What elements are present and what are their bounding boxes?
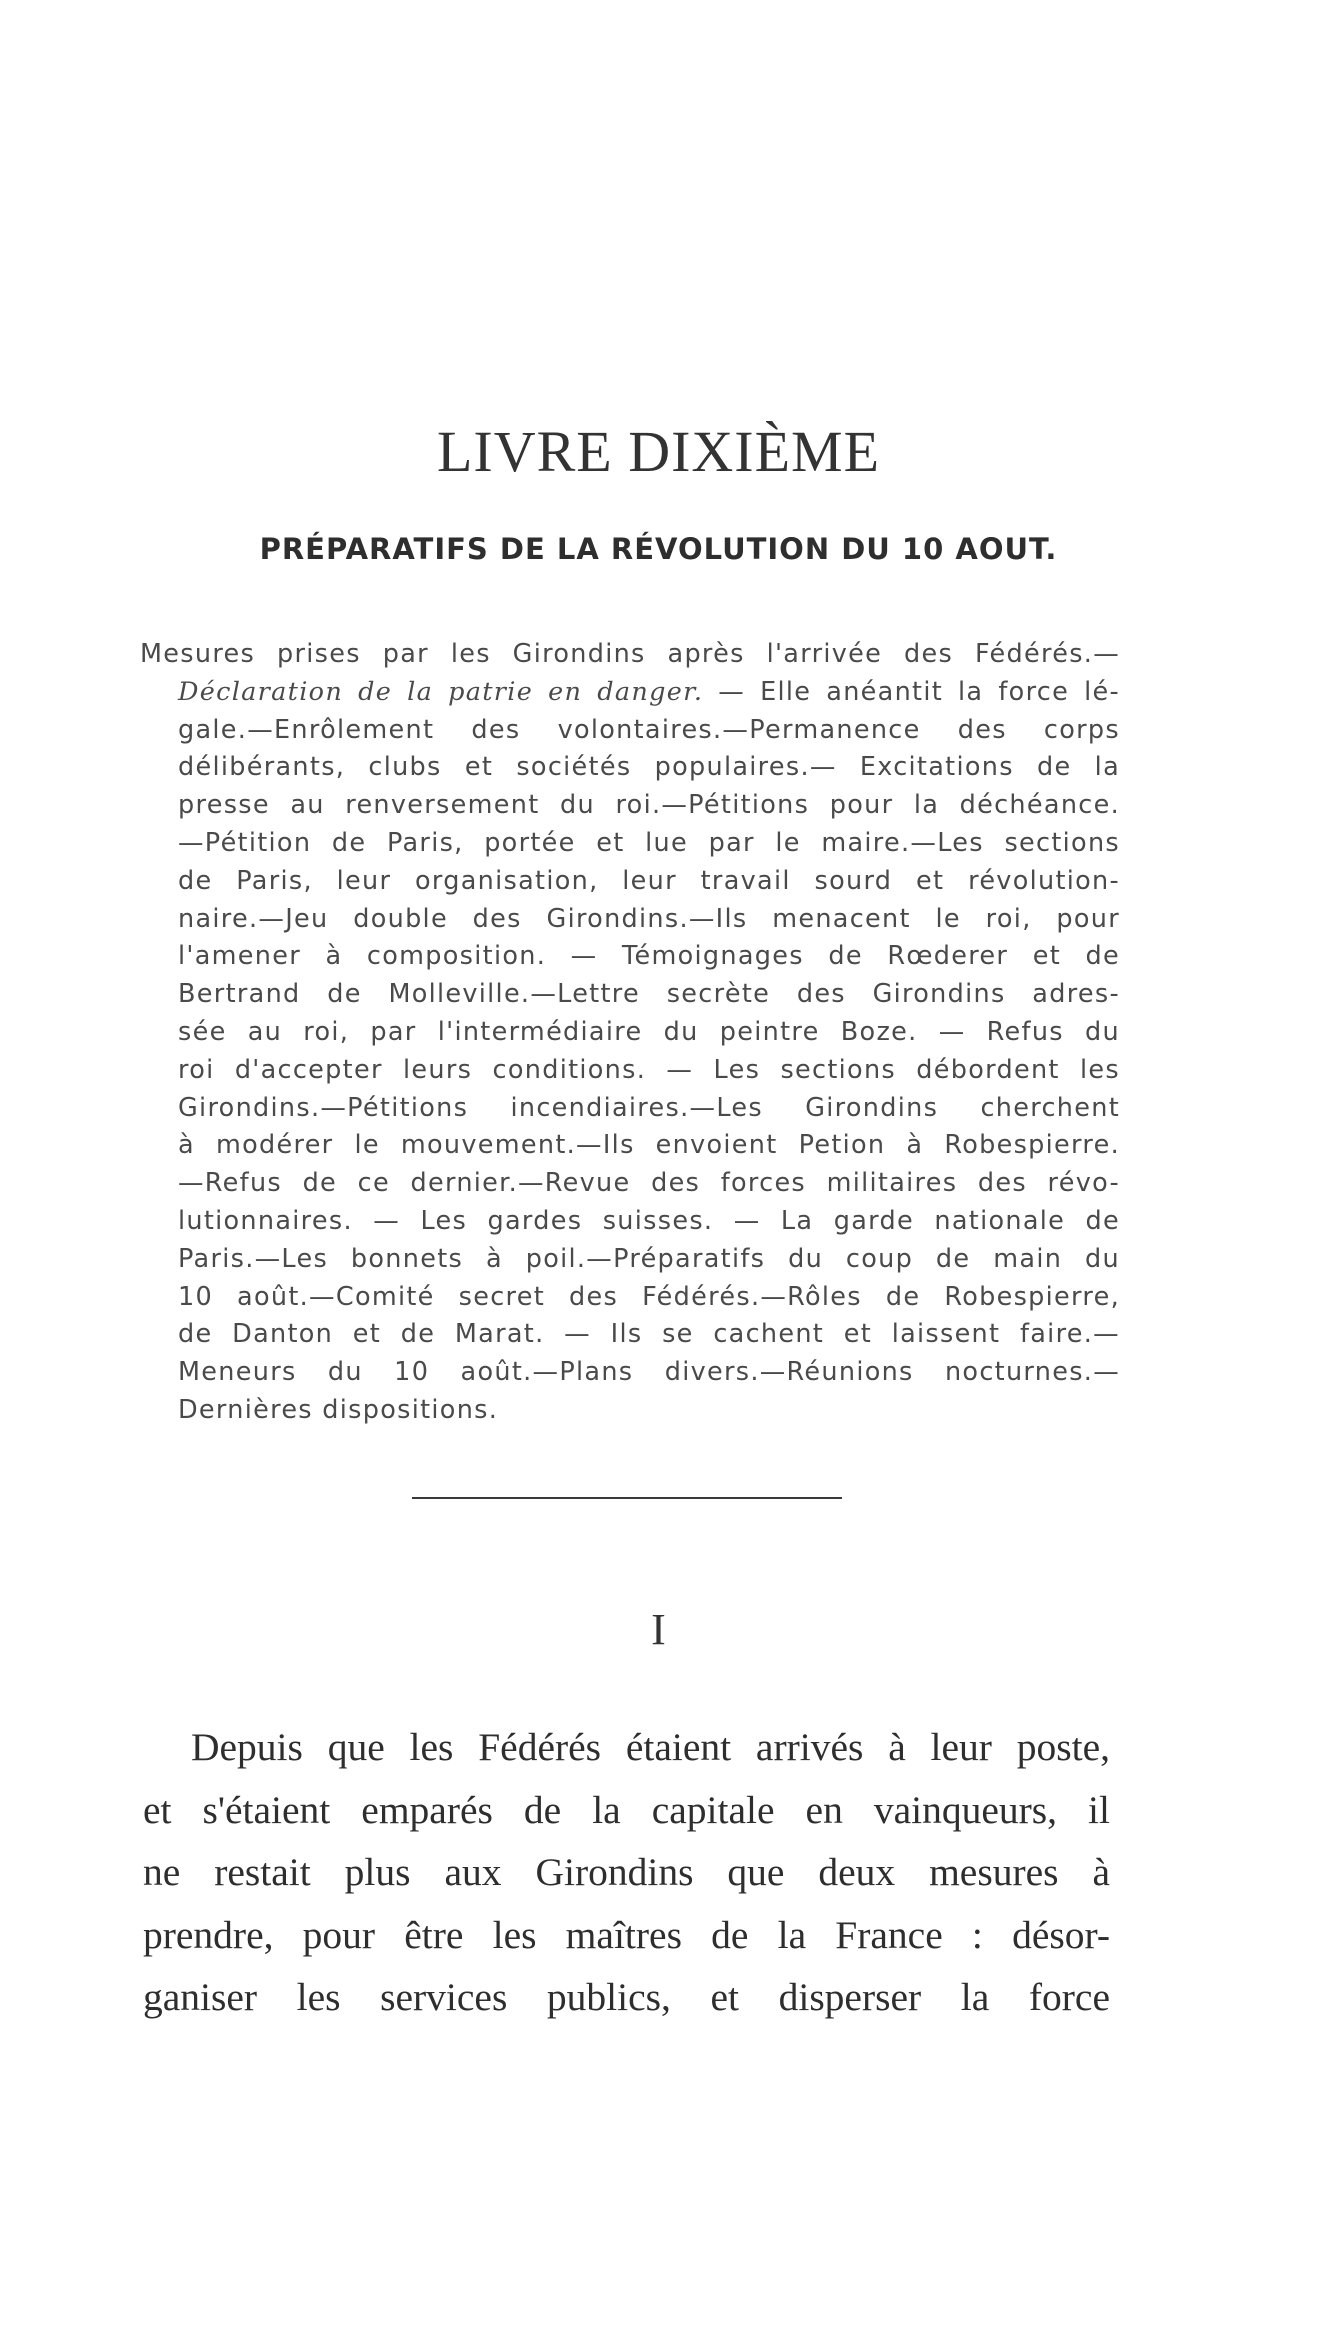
- body-line: ne restait plus aux Girondins que deux mesures à: [143, 1850, 1110, 1895]
- summary-line: —Pétition de Paris, portée et lue par le maire.—Les sections: [178, 827, 1120, 858]
- chapter-title: LIVRE DIXIÈME: [436, 419, 881, 484]
- summary-line: Mesures prises par les Girondins après l'arrivée des Fédérés.—: [140, 639, 1120, 669]
- summary-line: Paris.—Les bonnets à poil.—Préparatifs du coup de main du: [178, 1243, 1120, 1274]
- summary-line: Meneurs du 10 août.—Plans divers.—Réunions nocturnes.—: [178, 1357, 1120, 1388]
- section-number: I: [651, 1605, 666, 1654]
- section-divider: [412, 1497, 842, 1499]
- summary-line: Dernières dispositions.: [178, 1394, 499, 1425]
- summary-line: de Paris, leur organisation, leur travail sourd et révolution-: [178, 865, 1120, 896]
- summary-line: sée au roi, par l'intermédiaire du peintre Boze. — Refus du: [178, 1016, 1120, 1047]
- summary-line: Girondins.—Pétitions incendiaires.—Les Girondins cherchent: [178, 1092, 1120, 1123]
- summary-line: 10 août.—Comité secret des Fédérés.—Rôles de Robespierre,: [178, 1281, 1120, 1312]
- summary-line: Bertrand de Molleville.—Lettre secrète des Girondins adres-: [178, 979, 1120, 1010]
- summary-line: roi d'accepter leurs conditions. — Les sections débordent les: [178, 1054, 1120, 1085]
- chapter-subtitle: PRÉPARATIFS DE LA RÉVOLUTION DU 10 AOUT.: [259, 532, 1058, 566]
- summary-line: l'amener à composition. — Témoignages de Rœderer et de: [178, 941, 1120, 972]
- summary-line: de Danton et de Marat. — Ils se cachent et laissent faire.—: [178, 1319, 1120, 1350]
- body-line: et s'étaient emparés de la capitale en vainqueurs, il: [143, 1787, 1110, 1832]
- body-line: prendre, pour être les maîtres de la France : désor-: [143, 1912, 1110, 1957]
- body-line: Depuis que les Fédérés étaient arrivés à leur poste,: [191, 1725, 1110, 1769]
- summary-line: lutionnaires. — Les gardes suisses. — La garde nationale de: [178, 1205, 1120, 1236]
- summary-line: —Refus de ce dernier.—Revue des forces militaires des révo-: [178, 1168, 1120, 1199]
- body-line: ganiser les services publics, et disperser la force: [143, 1975, 1110, 2020]
- summary-line: presse au renversement du roi.—Pétitions pour la déchéance.: [178, 790, 1120, 821]
- summary-line: Déclaration de la patrie en danger. — Elle anéantit la force lé-: [178, 676, 1120, 707]
- summary-line: délibérants, clubs et sociétés populaires.— Excitations de la: [178, 752, 1120, 783]
- summary-line: naire.—Jeu double des Girondins.—Ils menacent le roi, pour: [178, 903, 1120, 934]
- summary-line: gale.—Enrôlement des volontaires.—Permanence des corps: [178, 714, 1120, 745]
- body-paragraph: [143, 1716, 1110, 2029]
- chapter-summary: [140, 636, 1120, 1430]
- summary-line: à modérer le mouvement.—Ils envoient Petion à Robespierre.: [178, 1130, 1120, 1161]
